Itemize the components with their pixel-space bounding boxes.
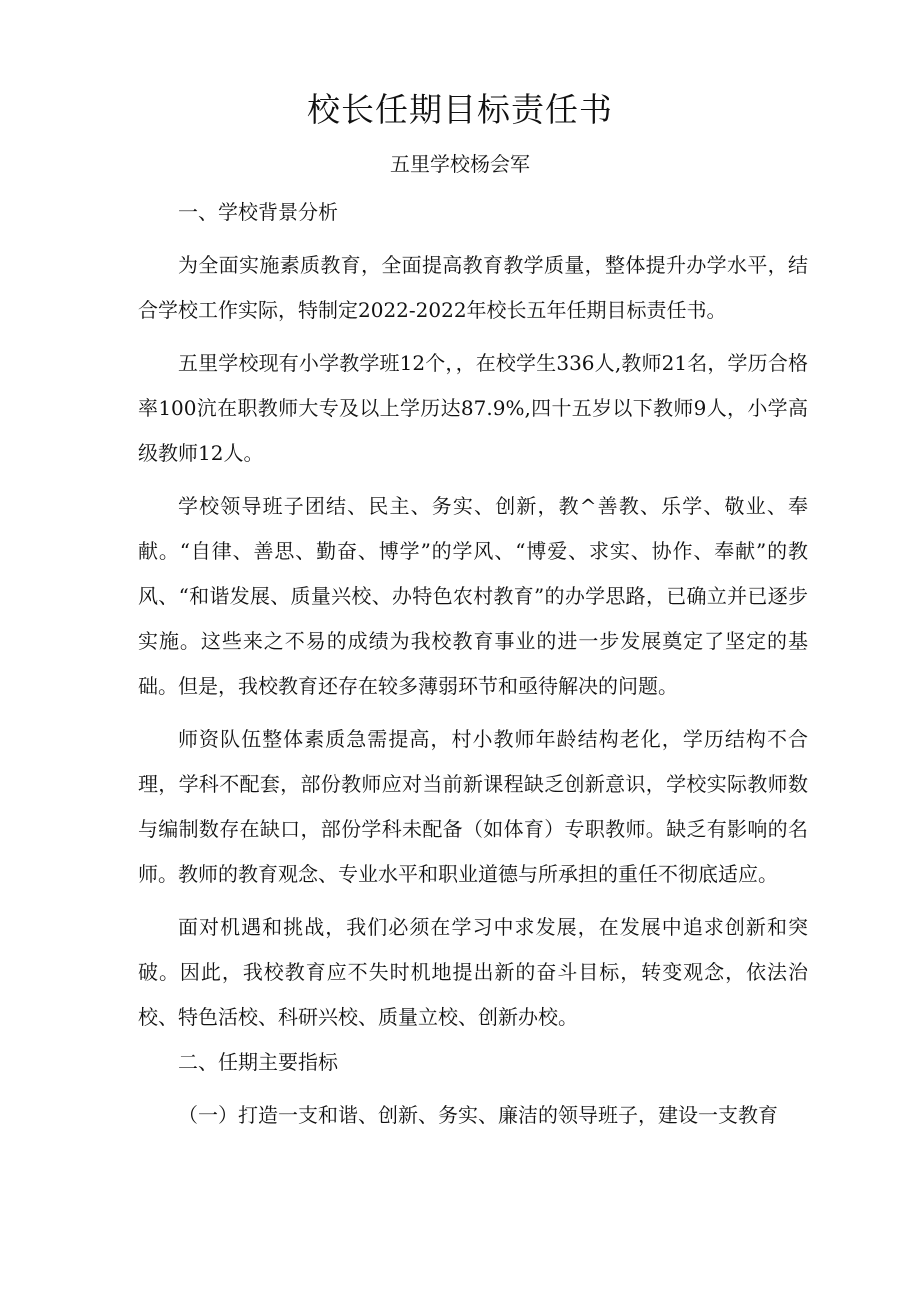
section-heading-targets: 二、任期主要指标 — [178, 1050, 338, 1074]
document-author: 五里学校杨会军 — [390, 152, 530, 176]
document-title: 校长任期目标责任书 — [307, 90, 613, 129]
paragraph-purpose: 为全面实施素质教育，全面提高教育教学质量，整体提升办学水平，结合学校工作实际，特制定2022-2022年校长五年任期目标责任书。 — [138, 253, 808, 322]
document-body — [138, 190, 808, 1138]
paragraph-target-one: （一）打造一支和谐、创新、务实、廉洁的领导班子，建设一支教育 — [178, 1103, 778, 1127]
paragraph-teaching-staff: 师资队伍整体素质急需提高，村小教师年龄结构老化，学历结构不合理，学科不配套，部份教师应对当前新课程缺乏创新意识，学校实际教师数与编制数存在缺口，部份学科未配备（如体育）专职教师。缺乏有影响的名师。教师的教育观念、专业水平和职业道德与所承担的重任不彻底适应。 — [138, 727, 808, 886]
paragraph-challenges: 面对机遇和挑战，我们必须在学习中求发展，在发展中追求创新和突破。因此，我校教育应不失时机地提出新的奋斗目标，转变观念，依法治校、特色活校、科研兴校、质量立校、创新办校。 — [138, 915, 808, 1029]
section-heading-background: 一、学校背景分析 — [178, 200, 338, 224]
paragraph-school-stats: 五里学校现有小学教学班12个，，在校学生336人,教师21名，学历合格率100沆在职教师大专及以上学历达87.9%,四十五岁以下教师9人，小学高级教师12人。 — [138, 351, 808, 465]
paragraph-leadership: 学校领导班子团结、民主、务实、创新，教^善教、乐学、敬业、奉献。“自律、善思、勤奋、博学”的学风、“博爱、求实、协作、奉献”的教风、“和谐发展、质量兴校、办特色农村教育”的办学思路，已确立并已逐步实施。这些来之不易的成绩为我校教育事业的进一步发展奠定了坚定的基础。但是，我校教育还存在较多薄弱环节和亟待解决的问题。 — [138, 494, 808, 698]
